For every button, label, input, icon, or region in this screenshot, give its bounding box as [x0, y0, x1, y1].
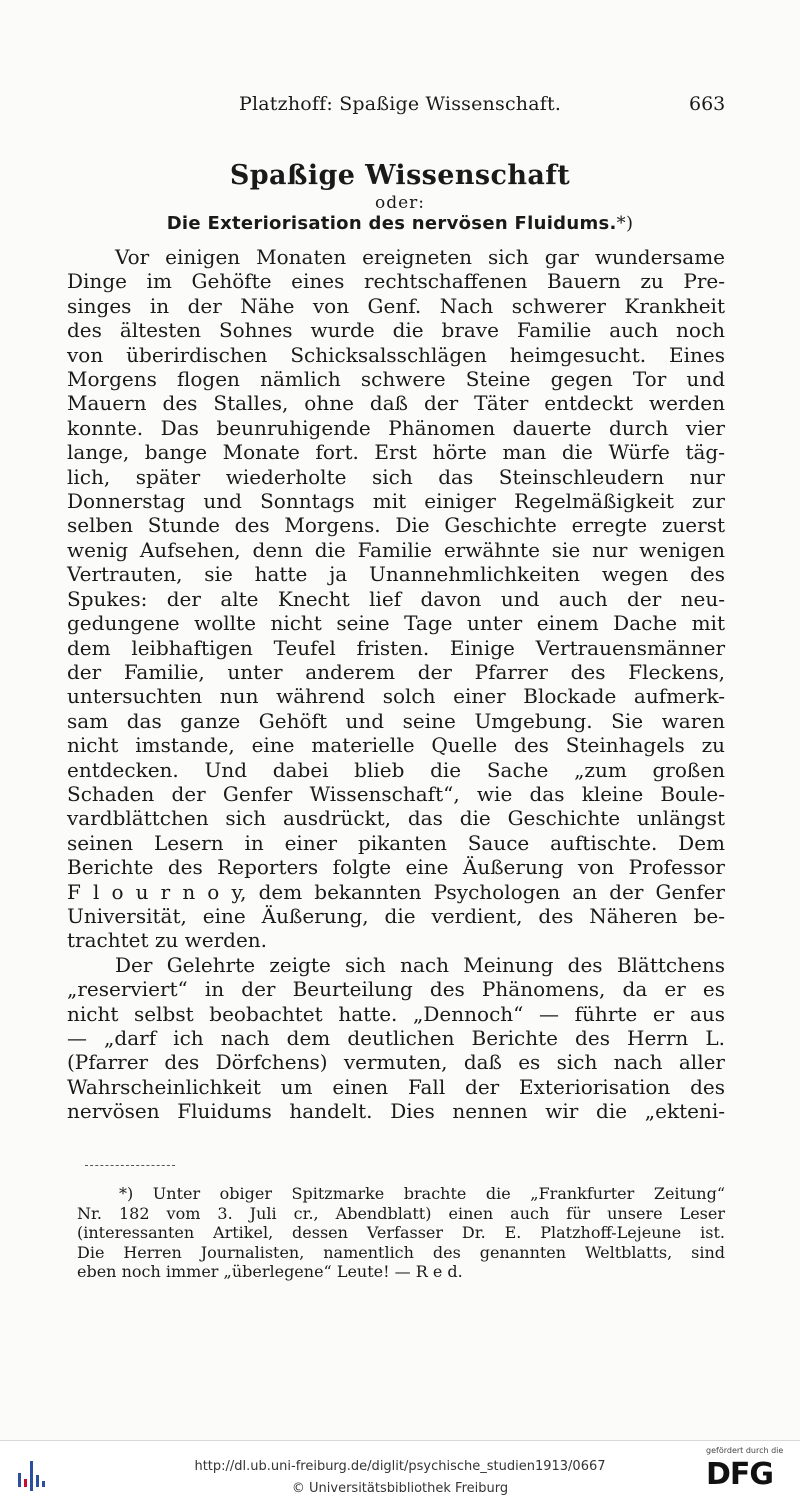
footnote-line: eben noch immer „überlegene“ Leute! — R e d. [77, 1262, 463, 1281]
text-line: wenig Aufsehen, denn die Familie erwähnte sie nur wenigen [67, 537, 725, 562]
text-line: lich, später wiederholte sich das Steinschleudern nur [67, 464, 725, 489]
text-line: nervösen Fluidums handelt. Dies nennen wir die „ekteni- [67, 1099, 725, 1124]
text-line: Wahrscheinlichkeit um einen Fall der Exteriorisation des [67, 1074, 725, 1099]
permalink[interactable]: http://dl.ub.uni-freiburg.de/diglit/psychische_studien1913/0667 [194, 1459, 606, 1474]
text-line: des ältesten Sohnes wurde die brave Familie auch noch [67, 318, 725, 343]
text-line: (Pfarrer des Dörfchens) vermuten, daß es sich nach aller [67, 1050, 725, 1075]
subtitle-text: Die Exteriorisation des nervösen Fluidums. [166, 213, 617, 234]
text-line: entdecken. Und dabei blieb die Sache „zum großen [67, 757, 725, 782]
title-connector: oder: [374, 193, 426, 213]
footnote-divider [85, 1165, 175, 1166]
text-line: lange, bange Monate fort. Erst hörte man die Würfe täg- [67, 440, 725, 465]
text-line: singes in der Nähe von Genf. Nach schwerer Krankheit [67, 293, 725, 318]
page-number: 663 [689, 93, 726, 115]
text-line: trachtet zu werden. [67, 928, 268, 953]
article-subtitle [0, 213, 800, 234]
footnote-line: (interessanten Artikel, dessen Verfasser Dr. E. Platzhoff-Lejeune ist. [77, 1223, 725, 1242]
dfg-logo: DFG [706, 1457, 774, 1492]
text-line: sam das ganze Gehöft und seine Umgebung. Sie waren [67, 708, 725, 733]
footnote-line: Nr. 182 vom 3. Juli cr., Abendblatt) einen auch für unsere Leser [77, 1203, 725, 1223]
text-line: Spukes: der alte Knecht lief davon und auch der neu- [67, 586, 725, 611]
text-line: Schaden der Genfer Wissenschaft“, wie das kleine Boule- [67, 781, 725, 806]
text-line: konnte. Das beunruhigende Phänomen dauerte durch vier [67, 415, 725, 440]
text-line: — „darf ich nach dem deutlichen Berichte des Herrn L. [67, 1026, 725, 1050]
text-line: untersuchten nun während solch einer Blockade aufmerk- [67, 684, 725, 709]
funding-note: gefördert durch die [706, 1446, 784, 1455]
viewer-footer [0, 1440, 800, 1505]
text-line: nicht imstande, eine materielle Quelle des Steinhagels zu [67, 733, 725, 758]
footnote-line: Die Herren Journalisten, namentlich des genannten Weltblatts, sind [77, 1242, 725, 1262]
text-line: selben Stunde des Morgens. Die Geschichte erregte zuerst [67, 513, 725, 538]
text-line: gedungene wollte nicht seine Tage unter einem Dache mit [67, 611, 725, 636]
text-line: vardblättchen sich ausdrückt, das die Geschichte unlängst [67, 806, 725, 831]
running-head-title: Platzhoff: Spaßige Wissenschaft. [239, 93, 562, 115]
text-line: Vor einigen Monaten ereigneten sich gar wundersame [115, 245, 725, 269]
text-line: F l o u r n o y, dem bekannten Psychologen an der Genfer [67, 879, 725, 904]
text-line: seinen Lesern in einer pikanten Sauce auftischte. Dem [67, 830, 725, 855]
text-line: nicht selbst beobachtet hatte. „Dennoch“ — führte er aus [67, 1001, 725, 1026]
text-line: „reserviert“ in der Beurteilung des Phänomens, da er es [67, 977, 725, 1002]
text-line: Universität, eine Äußerung, die verdient, des Näheren be- [67, 903, 725, 928]
footnote-marker: *) [616, 213, 634, 234]
text-line: Berichte des Reporters folgte eine Äußerung von Professor [67, 855, 725, 880]
text-line: Morgens flogen nämlich schwere Steine gegen Tor und [67, 367, 725, 392]
text-line: dem leibhaftigen Teufel fristen. Einige Vertrauensmänner [67, 635, 725, 660]
running-head [0, 93, 800, 117]
footnote [77, 1184, 725, 1282]
text-line: Vertrauten, sie hatte ja Unannehmlichkeiten wegen des [67, 562, 725, 587]
article-body [67, 245, 725, 1124]
copyright: © Universitätsbibliothek Freiburg [291, 1481, 509, 1496]
text-line: von überirdischen Schicksalsschlägen heimgesucht. Eines [67, 342, 725, 367]
text-line: Der Gelehrte zeigte sich nach Meinung des Blättchens [115, 952, 725, 977]
text-line: Mauern des Stalles, ohne daß der Täter entdeckt werden [67, 391, 725, 416]
footnote-line: *) Unter obiger Spitzmarke brachte die „Frankfurter Zeitung“ [119, 1184, 725, 1203]
text-line: Dinge im Gehöfte eines rechtschaffenen Bauern zu Pre- [67, 269, 725, 294]
text-line: Donnerstag und Sonntags mit einiger Regelmäßigkeit zur [67, 489, 725, 514]
article-title: Spaßige Wissenschaft [229, 160, 571, 191]
text-line: der Familie, unter anderem der Pfarrer des Fleckens, [67, 659, 725, 684]
